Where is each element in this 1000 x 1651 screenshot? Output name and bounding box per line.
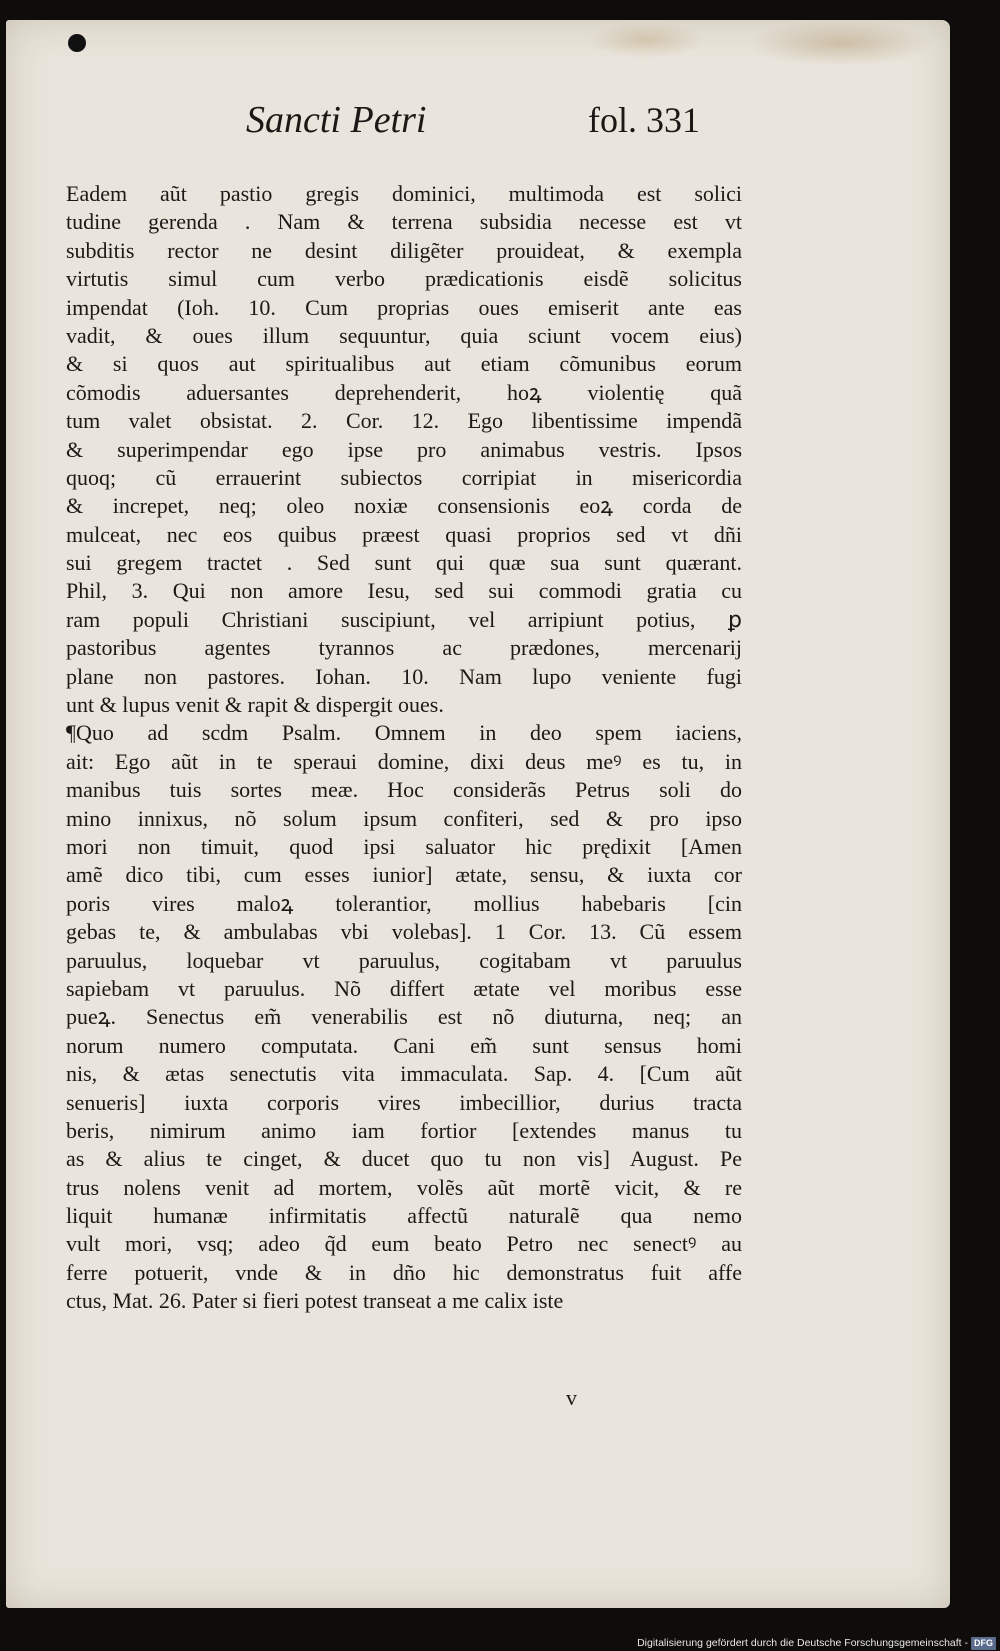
text-line: ctus, Mat. 26. Pater si fieri potest transeat a me calix iste [66, 1288, 564, 1314]
text-line: ferre potuerit, vnde & in dño hic demonstratus fuit affe [66, 1259, 742, 1285]
text-line: ¶Quo ad scdm Psalm. Omnem in deo spem iaciens, [66, 720, 742, 746]
text-line: quoq; cũ errauerint subiectos corripiat in misericordia [66, 464, 742, 490]
text-line: ram populi Christiani suscipiunt, vel arripiunt potius, ꝑ [66, 606, 742, 632]
binding-hole [68, 34, 86, 52]
folio-number: fol. 331 [588, 100, 700, 140]
paper-stain [746, 20, 936, 66]
text-line: manibus tuis sortes meæ. Hoc considerãs Petrus soli do [66, 777, 742, 803]
paper-stain [586, 22, 706, 58]
text-line: liquit humanæ infirmitatis affectũ naturalẽ qua nemo [66, 1203, 742, 1229]
text-line: tudine gerenda . Nam & terrena subsidia necesse est vt [66, 209, 742, 235]
text-line: sui gregem tractet . Sed sunt qui quæ sua sunt quærant. [66, 550, 742, 576]
text-line: ait: Ego aũt in te speraui domine, dixi deus meꝰ es tu, in [66, 748, 742, 774]
text-line: nis, & ætas senectutis vita immaculata. Sap. 4. [Cum aũt [66, 1061, 742, 1087]
text-line: pueꝝ. Senectus em̃ venerabilis est nõ diuturna, neq; an [66, 1004, 742, 1030]
text-line: amẽ dico tibi, cum esses iunior] ætate, sensu, & iuxta cor [66, 862, 742, 888]
text-line: mino innixus, nõ solum ipsum confiteri, sed & pro ipso [66, 805, 742, 831]
text-line: sapiebam vt paruulus. Nõ differt ætate vel moribus esse [66, 975, 742, 1001]
text-line: impendat (Ioh. 10. Cum proprias oues emiserit ante eas [66, 294, 742, 320]
text-line: Eadem aũt pastio gregis dominici, multimoda est solici [66, 181, 742, 206]
text-line: as & alius te cinget, & ducet quo tu non vis] August. Pe [66, 1146, 742, 1172]
text-line: gebas te, & ambulabas vbi volebas]. 1 Cor. 13. Cũ essem [66, 919, 742, 945]
book-page [6, 20, 950, 1608]
text-line: beris, nimirum animo iam fortior [extendes manus tu [66, 1117, 742, 1143]
text-line: senueris] iuxta corporis vires imbecillior, durius tracta [66, 1089, 742, 1115]
text-line: vadit, & oues illum sequuntur, quia sciunt vocem eius) [66, 322, 742, 348]
credit-text: Digitalisierung gefördert durch die Deutsche Forschungsgemeinschaft - [637, 1637, 968, 1649]
text-line: Phil, 3. Qui non amore Iesu, sed sui commodi gratia cu [66, 578, 742, 604]
text-line: norum numero computata. Cani em̃ sunt sensus homi [66, 1032, 742, 1058]
text-line: & increpet, neq; oleo noxiæ consensionis eoꝝ corda de [66, 493, 742, 519]
body-text [66, 180, 742, 1316]
running-title: Sancti Petri [246, 99, 427, 141]
text-line: subditis rector ne desint diligẽter prouideat, & exempla [66, 237, 742, 263]
text-line: unt & lupus venit & rapit & dispergit oues. [66, 692, 444, 718]
digitization-credit [637, 1636, 996, 1650]
dfg-logo: DFG [971, 1637, 996, 1650]
text-line: mulceat, nec eos quibus præest quasi proprios sed vt dñi [66, 521, 742, 547]
signature-mark: v [566, 1385, 577, 1410]
text-line: plane non pastores. Iohan. 10. Nam lupo veniente fugi [66, 663, 742, 689]
text-line: vult mori, vsq; adeo q̃d eum beato Petro nec senectꝰ au [66, 1231, 742, 1257]
text-line: pastoribus agentes tyrannos ac prædones, mercenarij [66, 635, 742, 661]
text-line: mori non timuit, quod ipsi saluator hic prędixit [Amen [66, 833, 742, 859]
text-line: paruulus, loquebar vt paruulus, cogitabam vt paruulus [66, 947, 742, 973]
text-line: trus nolens venit ad mortem, volẽs aũt mortẽ vicit, & re [66, 1174, 742, 1200]
text-line: & superimpendar ego ipse pro animabus vestris. Ipsos [66, 436, 742, 462]
page-header [246, 98, 700, 142]
text-line: cõmodis aduersantes deprehenderit, hoꝝ violentię quã [66, 379, 742, 405]
text-line: virtutis simul cum verbo prædicationis eisdẽ solicitus [66, 266, 742, 292]
text-line: poris vires maloꝝ tolerantior, mollius habebaris [cin [66, 890, 742, 916]
text-line: tum valet obsistat. 2. Cor. 12. Ego libentissime impendã [66, 408, 742, 434]
text-line: & si quos aut spiritualibus aut etiam cõmunibus eorum [66, 351, 742, 377]
